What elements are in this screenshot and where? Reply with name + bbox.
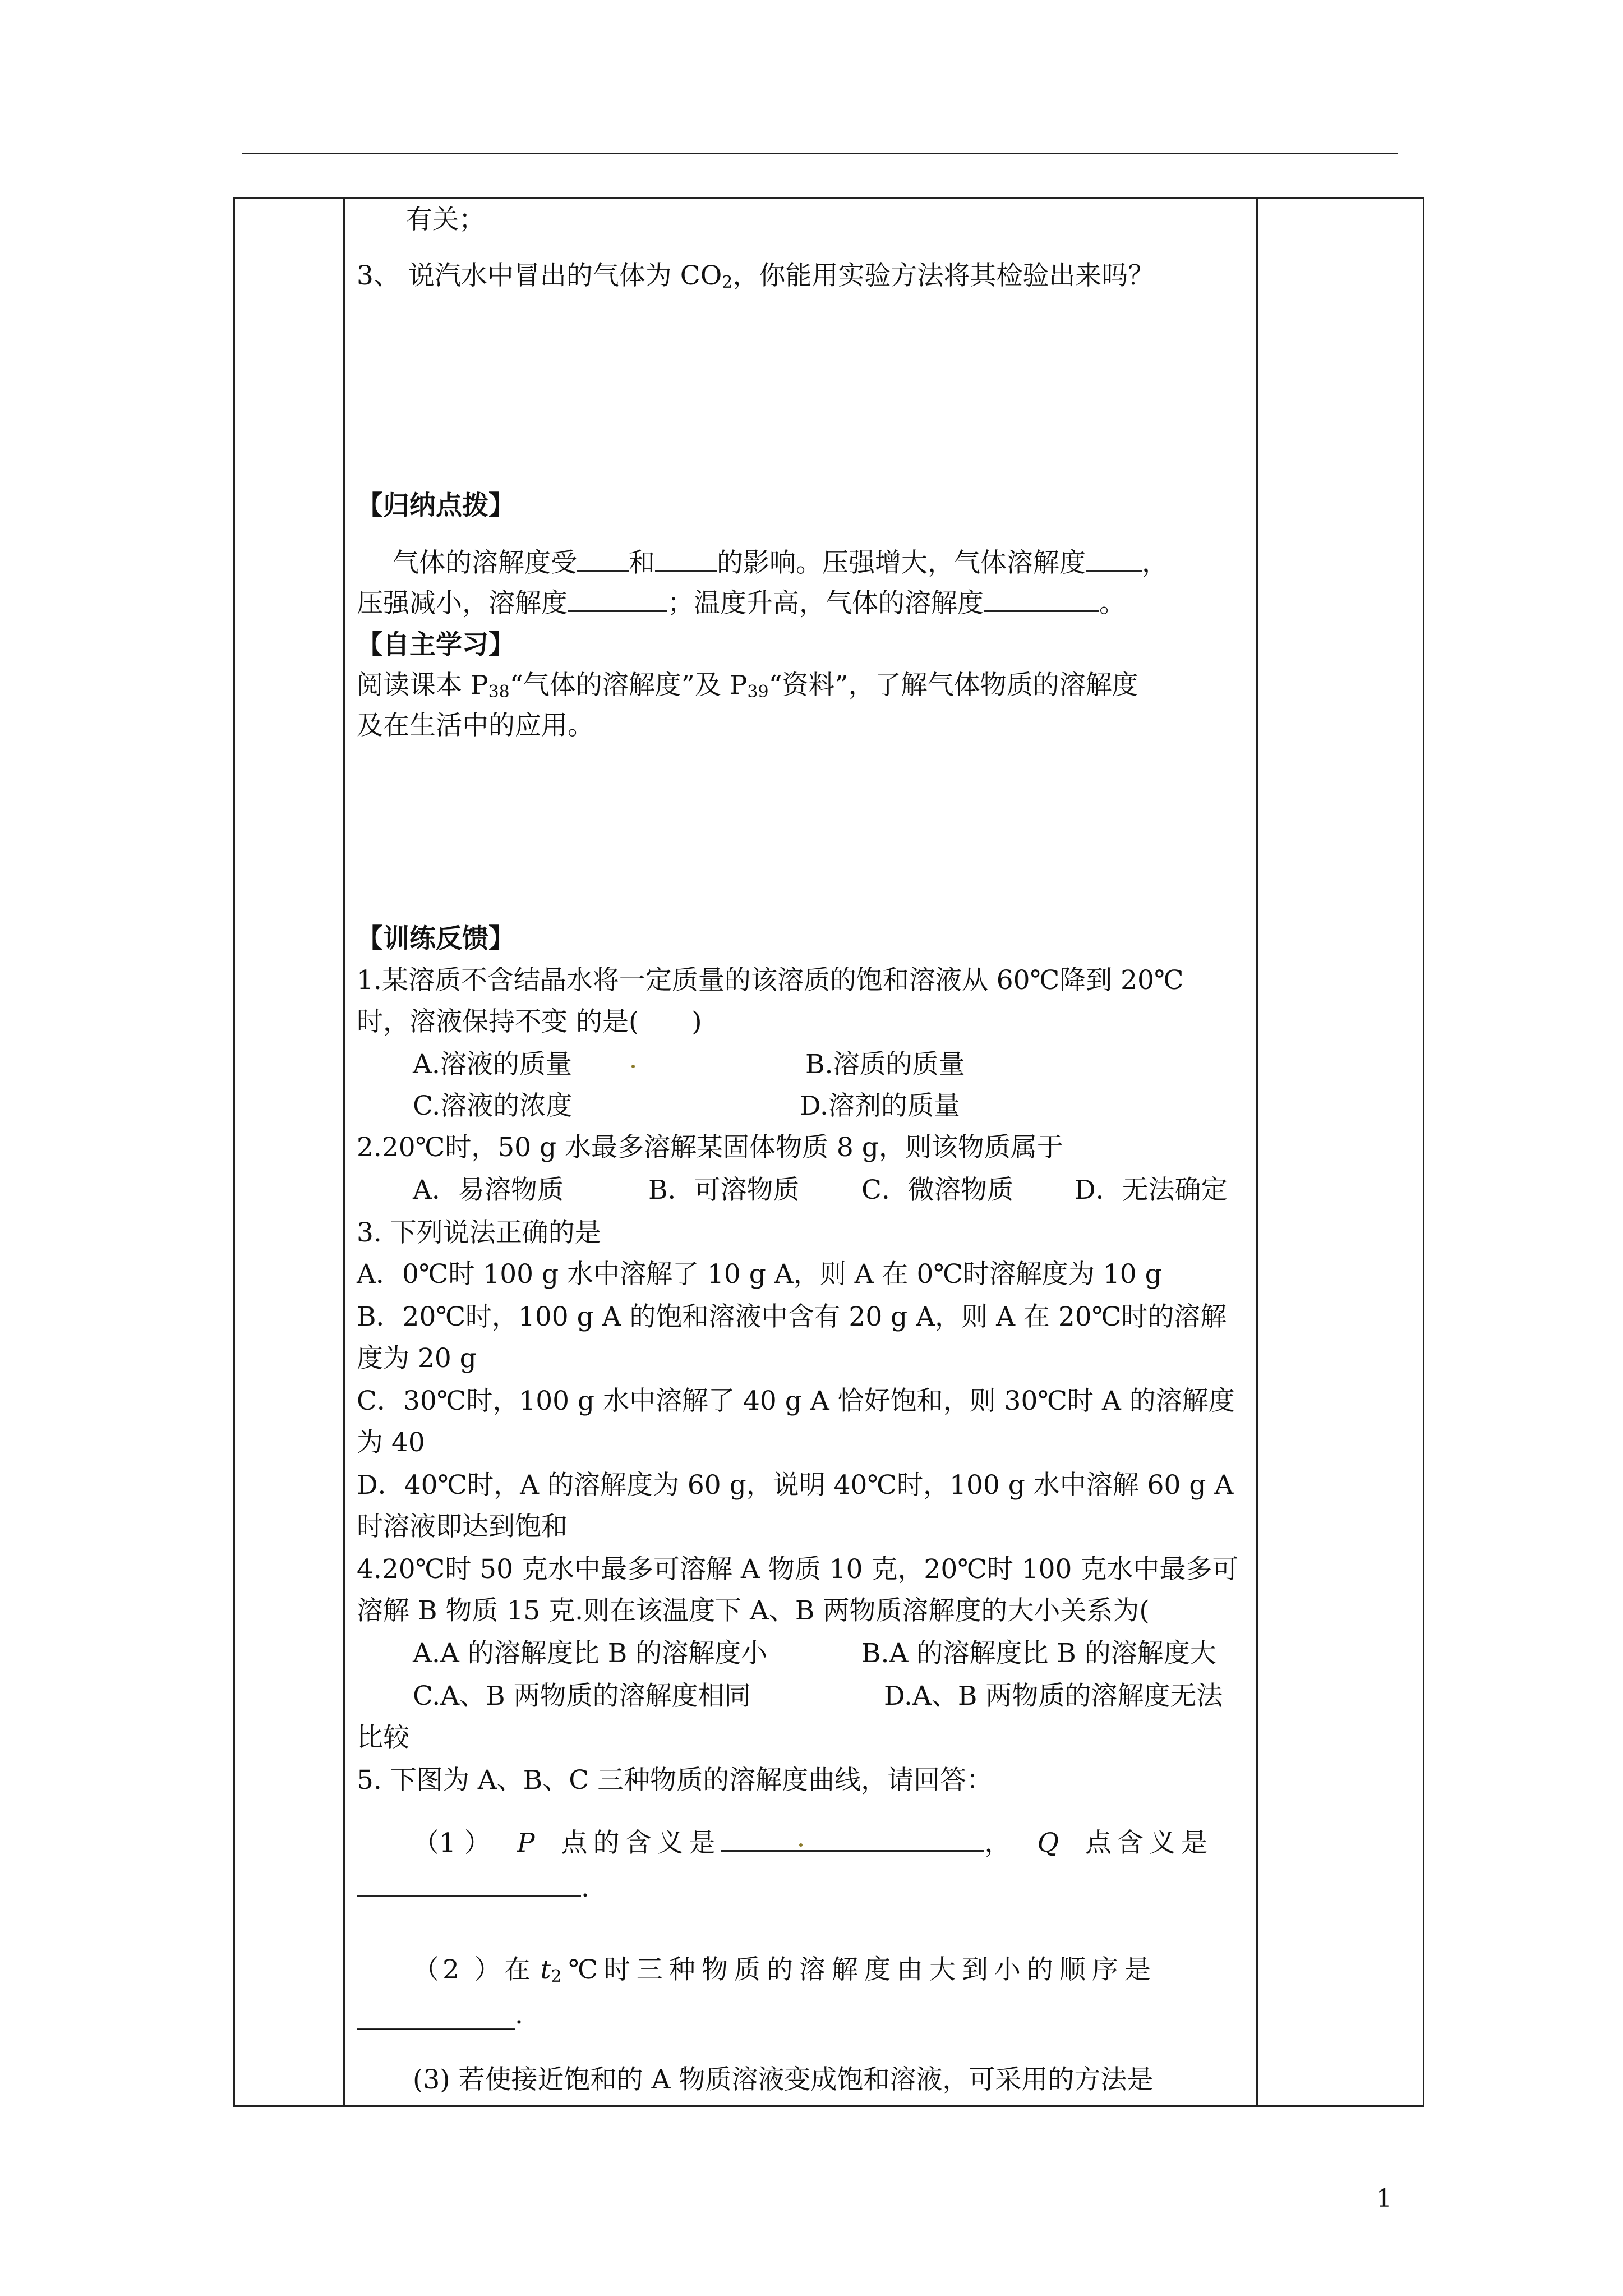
zizhu-line-2: 及在生活中的应用。 <box>357 710 594 741</box>
q5-part-2-line-1: （2 ）在 $t_2$ ℃时三种物质的溶解度由大到小的顺序是 <box>413 1954 1157 1986</box>
q2-option-d: D．无法确定 <box>1075 1175 1228 1205</box>
q3-stem: 3. 下列说法正确的是 <box>357 1217 601 1248</box>
line-youguan: 有关； <box>406 204 485 235</box>
q2-stem: 2.20℃时，50 g 水最多溶解某固体物质 8 g，则该物质属于 <box>357 1132 1063 1163</box>
page-number: 1 <box>1376 2184 1392 2213</box>
q1-option-b: B.溶质的质量 <box>805 1049 965 1080</box>
section-heading-xunlian: 【训练反馈】 <box>357 923 515 954</box>
fill-blank <box>1086 542 1142 572</box>
q4-option-d: D.A、B 两物质的溶解度无法 <box>884 1681 1223 1711</box>
q1-option-d: D.溶剂的质量 <box>800 1091 960 1121</box>
q2-option-a: A．易溶物质 <box>413 1175 564 1205</box>
q2-option-b: B．可溶物质 <box>648 1175 800 1205</box>
fill-blank <box>577 542 629 572</box>
guina-line-2: 压强减小，溶解度 ；温度升高，气体的溶解度 。 <box>357 581 1126 626</box>
q1-option-a: A.溶液的质量 <box>413 1049 572 1080</box>
q3-option-d-line-1: D．40℃时，A 的溶解度为 60 g，说明 40℃时，100 g 水中溶解 60 g A <box>357 1470 1234 1501</box>
q5-stem: 5. 下图为 A、B、C 三种物质的溶解度曲线，请回答： <box>357 1765 993 1796</box>
q1-option-c: C.溶液的浓度 <box>413 1091 573 1121</box>
section-heading-guina: 【归纳点拨】 <box>357 490 515 521</box>
fill-blank <box>655 542 717 572</box>
q4-option-b: B.A 的溶解度比 B 的溶解度大 <box>861 1638 1216 1669</box>
q5-part-1-line-2: . <box>357 1866 589 1911</box>
q2-option-c: C．微溶物质 <box>861 1175 1013 1205</box>
section-heading-zizhu: 【自主学习】 <box>357 629 515 660</box>
zizhu-line-1: 阅读课本 $P_{38}“$气体的溶解度”及 $P_{39}“$资料”，了解气体物质的溶解度 <box>357 670 1138 702</box>
q3-option-a: A．0℃时 100 g 水中溶解了 10 g A，则 A 在 0℃时溶解度为 10 g <box>357 1259 1162 1290</box>
q1-line-1: 1.某溶质不含结晶水将一定质量的该溶质的饱和溶液从 60℃降到 20℃ <box>357 965 1184 996</box>
decorative-dot <box>631 1042 635 1087</box>
fill-blank <box>357 1867 581 1897</box>
header-rule <box>242 153 1398 154</box>
q4-option-a: A.A 的溶解度比 B 的溶解度小 <box>413 1638 768 1669</box>
table-column-divider-1 <box>343 199 345 2105</box>
q5-part-3-line-1: (3) 若使接近饱和的 A 物质溶液变成饱和溶液，可采用的方法是 <box>413 2064 1154 2095</box>
q3-option-d-line-2: 时溶液即达到饱和 <box>357 1511 568 1542</box>
q5-part-2-line-2: ____________. <box>357 1999 523 2030</box>
table-column-divider-2 <box>1256 199 1258 2105</box>
fill-blank <box>721 1822 984 1852</box>
q3-option-b-line-1: B．20℃时，100 g A 的饱和溶液中含有 20 g A，则 A 在 20℃时的溶解 <box>357 1301 1227 1332</box>
q4-option-d-line-2: 比较 <box>357 1722 409 1753</box>
guina-line-1: 气体的溶解度受 和 的影响。压强增大，气体溶解度 ， <box>393 541 1168 586</box>
q3-option-c-line-1: C．30℃时，100 g 水中溶解了 40 g A 恰好饱和，则 30℃时 A 的溶解度 <box>357 1386 1235 1416</box>
fill-blank <box>568 582 667 612</box>
q3-option-b-line-2: 度为 20 g <box>357 1343 477 1374</box>
fill-blank <box>984 582 1099 612</box>
q3-option-c-line-2: 为 40 <box>357 1427 425 1458</box>
q5-part-1-line-1: （1 ） P 点的含义是 ， Q 点含义是 <box>413 1821 1213 1866</box>
q4-line-1: 4.20℃时 50 克水中最多可溶解 A 物质 10 克，20℃时 100 克水中最多可 <box>357 1554 1239 1585</box>
q1-line-2: 时，溶液保持不变 的是( ) <box>357 1006 702 1037</box>
question-3-co2: 3、 说汽水中冒出的气体为 $CO_2$，你能用实验方法将其检验出来吗？ <box>357 260 1155 292</box>
q4-line-2: 溶解 B 物质 15 克.则在该温度下 A、B 两物质溶解度的大小关系为( <box>357 1595 1150 1626</box>
q4-option-c: C.A、B 两物质的溶解度相同 <box>413 1681 751 1711</box>
